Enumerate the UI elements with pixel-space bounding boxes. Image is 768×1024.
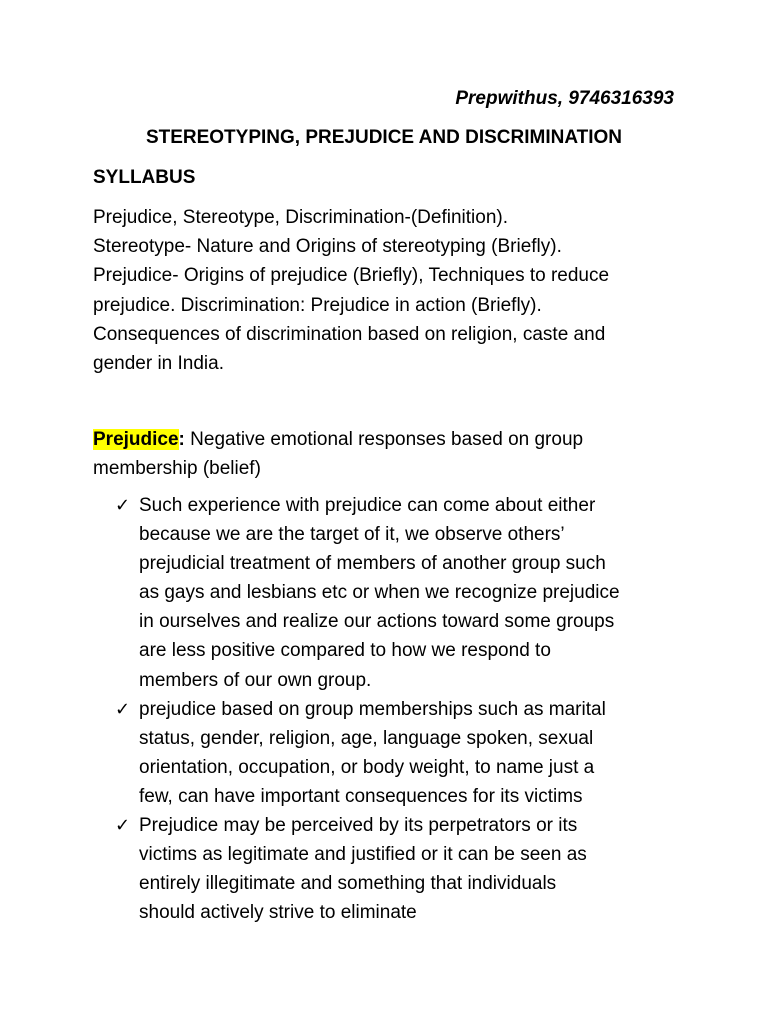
syllabus-line: gender in India.: [93, 353, 224, 375]
bullet-line: prejudice based on group memberships such as marital: [139, 698, 606, 720]
bullet-line: prejudicial treatment of members of another group such: [139, 553, 606, 575]
bullet-item: [114, 695, 694, 811]
bullet-line: in ourselves and realize our actions toward some groups: [139, 611, 615, 633]
bullet-line: Prejudice may be perceived by its perpetrators or its: [139, 815, 578, 837]
syllabus-line: Consequences of discrimination based on religion, caste and: [93, 323, 606, 345]
syllabus-line: Prejudice, Stereotype, Discrimination-(Definition).: [93, 207, 508, 228]
bullet-line: as gays and lesbians etc or when we recognize prejudice: [139, 582, 620, 604]
syllabus-heading: SYLLABUS: [93, 167, 196, 188]
bullet-item: [114, 811, 694, 927]
bullet-line: few, can have important consequences for its victims: [139, 785, 583, 807]
prejudice-definition: [93, 425, 683, 483]
check-icon: ✓: [115, 495, 131, 516]
header-contact: Prepwithus, 9746316393: [455, 88, 674, 109]
bullet-line: should actively strive to eliminate: [139, 902, 417, 924]
syllabus-line: Prejudice- Origins of prejudice (Briefly), Techniques to reduce: [93, 265, 610, 287]
bullet-list: [114, 491, 694, 927]
bullet-line: are less positive compared to how we respond to: [139, 640, 551, 662]
bullet-line: because we are the target of it, we observe others’: [139, 524, 565, 546]
term-colon: :: [178, 429, 185, 450]
syllabus-line: prejudice. Discrimination: Prejudice in action (Briefly).: [93, 294, 542, 316]
bullet-line: Such experience with prejudice can come about either: [139, 495, 596, 516]
bullet-item: [114, 491, 694, 695]
definition-line: [93, 425, 683, 454]
bullet-line: members of our own group.: [139, 669, 372, 691]
definition-line: membership (belief): [93, 458, 261, 480]
check-icon: ✓: [115, 815, 131, 837]
check-icon: ✓: [115, 698, 131, 720]
highlighted-term: Prejudice: [93, 429, 179, 450]
bullet-line: entirely illegitimate and something that individuals: [139, 873, 557, 895]
syllabus-body: [93, 203, 683, 378]
bullet-line: status, gender, religion, age, language spoken, sexual: [139, 727, 594, 749]
definition-text: Negative emotional responses based on group: [184, 429, 584, 450]
bullet-line: orientation, occupation, or body weight, to name just a: [139, 756, 595, 778]
document-title: STEREOTYPING, PREJUDICE AND DISCRIMINATION: [145, 127, 623, 148]
syllabus-line: Stereotype- Nature and Origins of stereotyping (Briefly).: [93, 236, 562, 258]
bullet-line: victims as legitimate and justified or it can be seen as: [139, 844, 587, 866]
